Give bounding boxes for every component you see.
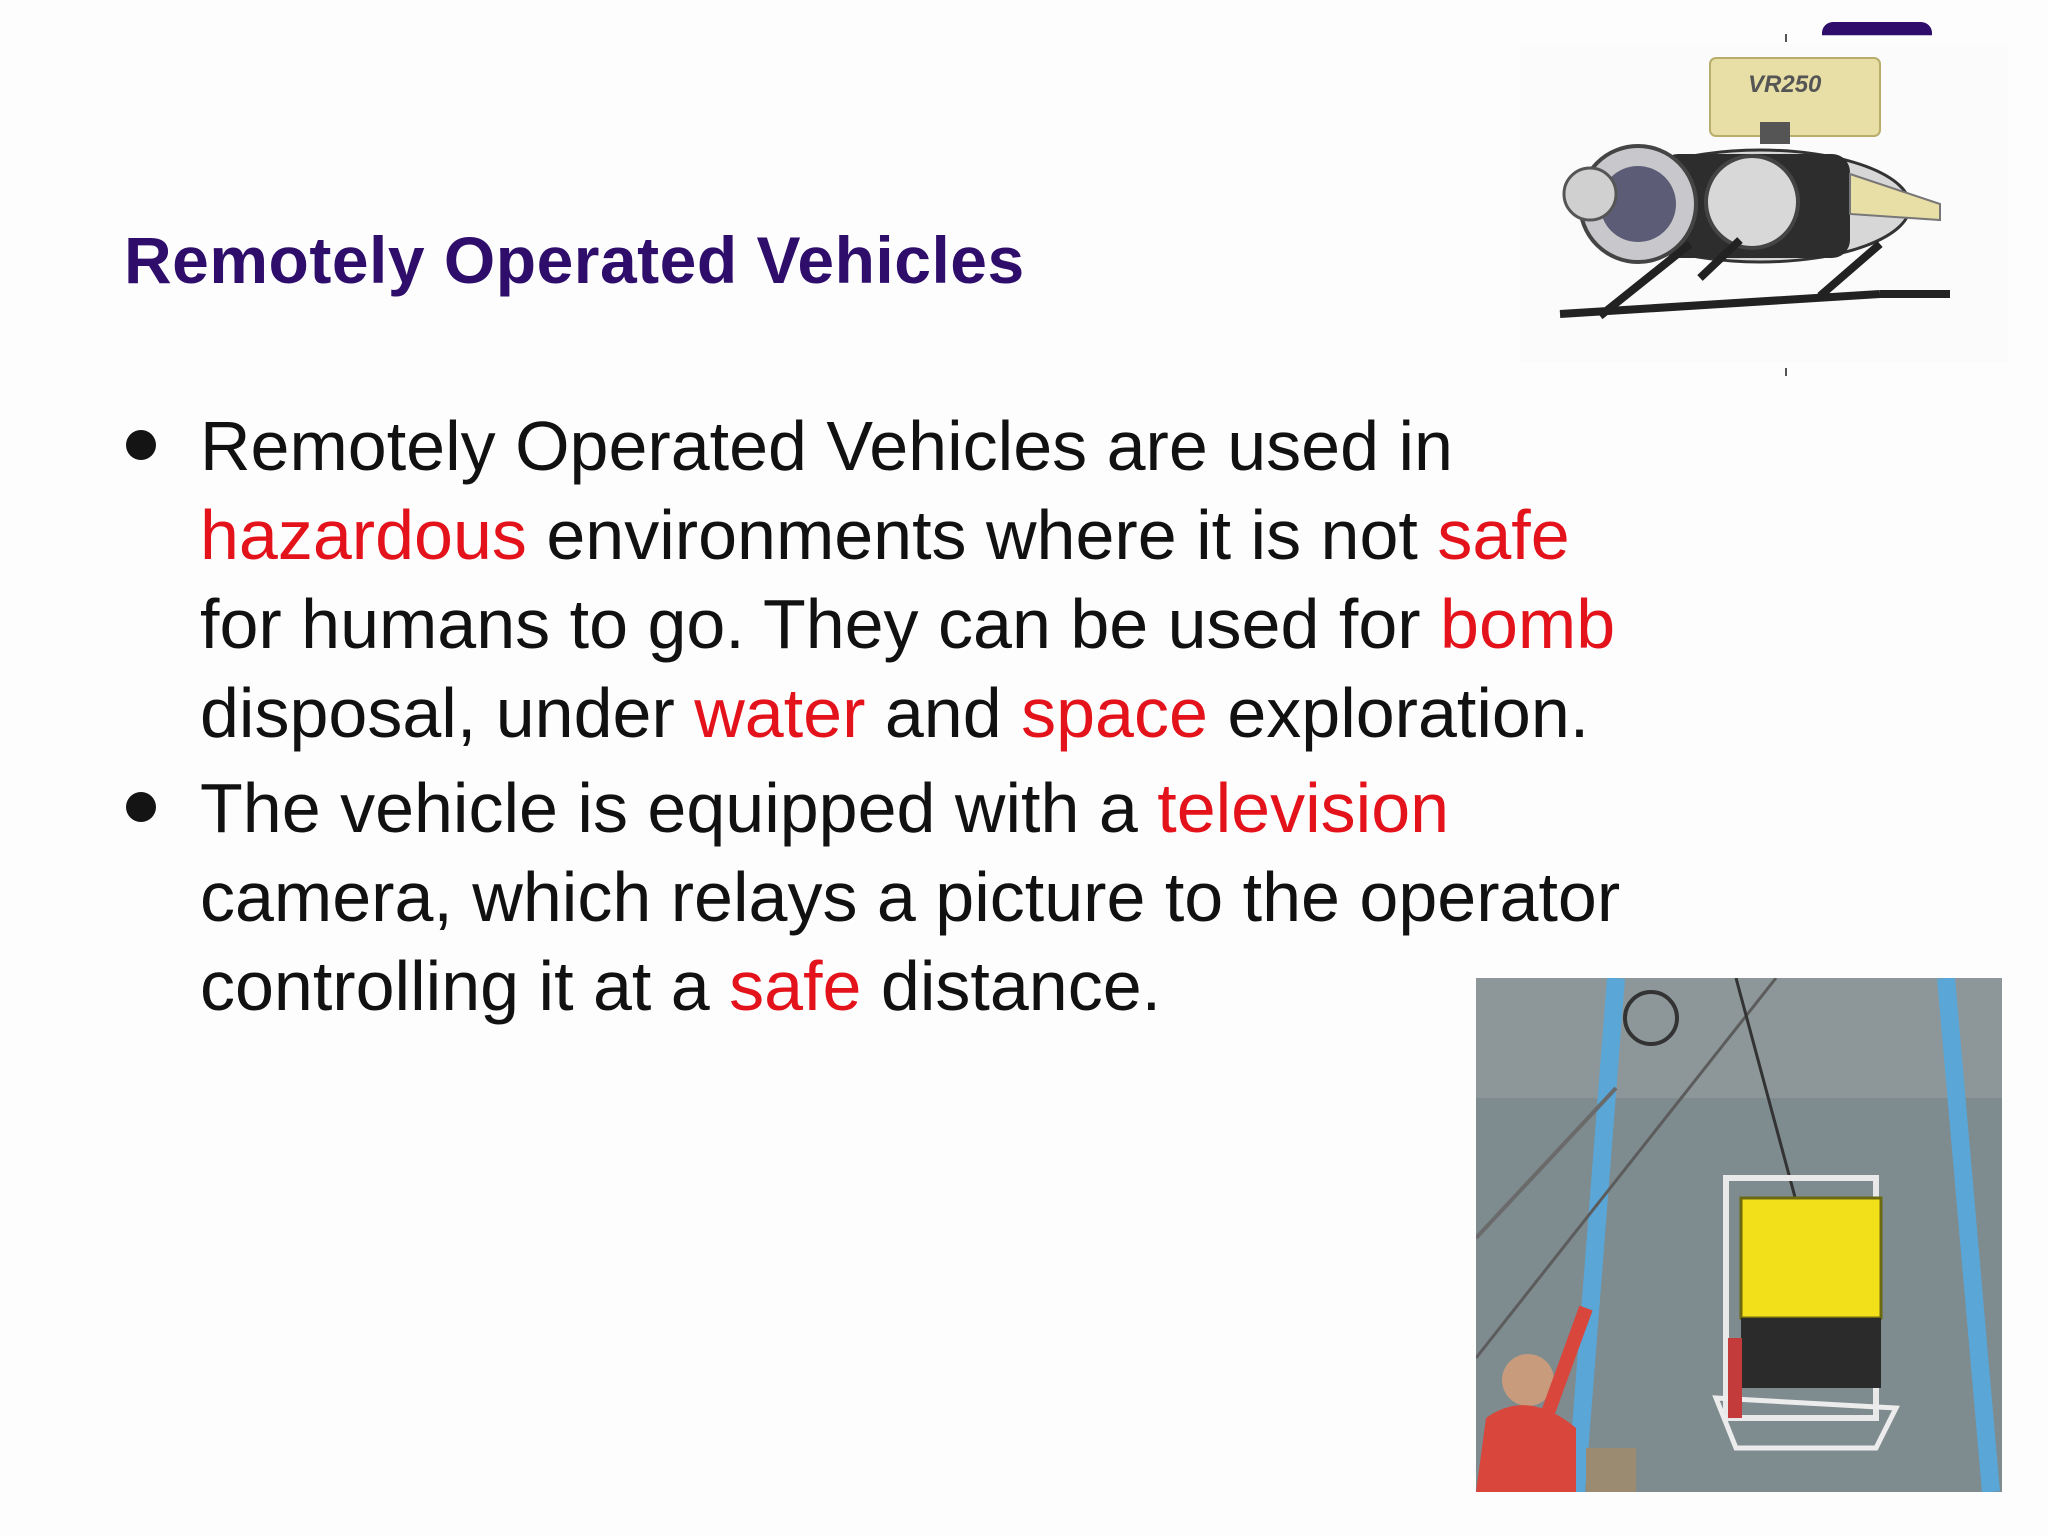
bullet-dot-icon [126,430,156,460]
rov-deployment-photo [1476,978,2002,1492]
corner-decoration [1822,22,1932,44]
highlight-word: safe [729,947,862,1025]
bullet-dot-icon [126,792,156,822]
rov-photo [1520,44,2008,362]
text-segment: camera, which relays a picture to the operator controlling it at a [200,858,1621,1025]
text-segment: exploration. [1207,674,1590,752]
text-segment: environments where it is not [526,496,1438,574]
highlight-word: water [694,674,866,752]
highlight-word: television [1157,769,1450,847]
deployment-illustration [1476,978,2002,1492]
text-segment: Remotely Operated Vehicles are used in [200,407,1453,485]
text-segment: The vehicle is equipped with a [200,769,1158,847]
highlight-word: safe [1437,496,1570,574]
tick-mark [1785,34,1787,42]
bullet-item [124,402,1644,758]
text-segment: for humans to go. They can be used for [200,585,1441,663]
text-segment: distance. [861,947,1162,1025]
slide-title: Remotely Operated Vehicles [124,223,1025,297]
bullet-text [200,407,1615,752]
highlight-word: space [1021,674,1208,752]
bullet-item [124,764,1644,1031]
tick-mark [1785,368,1787,376]
text-segment: and [865,674,1022,752]
text-segment: disposal, under [200,674,695,752]
bullet-text [200,769,1620,1025]
bullet-list [124,402,1644,1037]
rov-label: VR250 [1748,71,1822,98]
highlight-word: hazardous [200,496,527,574]
highlight-word: bomb [1440,585,1616,663]
rov-illustration [1520,44,2008,362]
